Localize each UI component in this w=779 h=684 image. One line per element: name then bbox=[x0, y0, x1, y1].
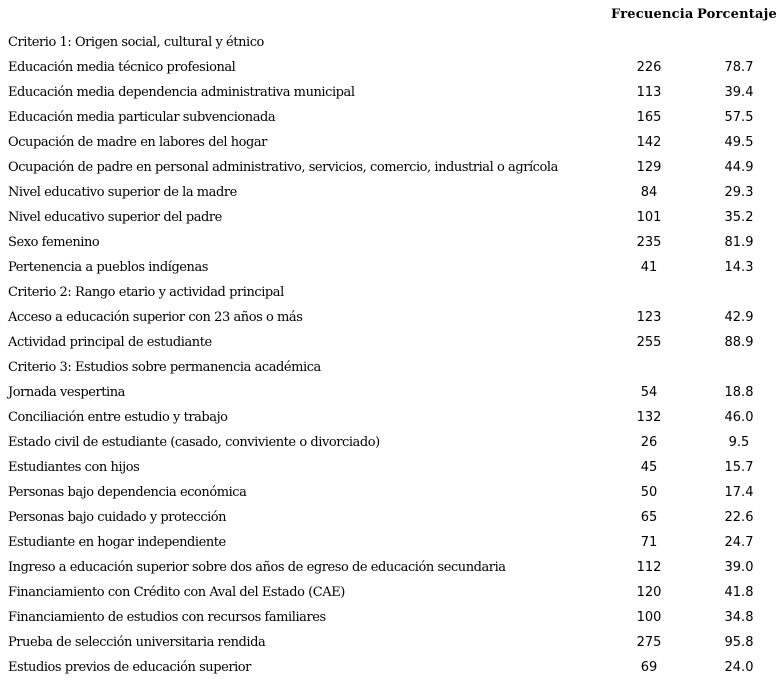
row-percentage: 18.8 bbox=[724, 385, 754, 400]
row-frequency: 112 bbox=[636, 560, 662, 575]
row-frequency: 26 bbox=[640, 435, 658, 450]
row-percentage: 17.4 bbox=[724, 485, 754, 500]
row-label: Educación media dependencia administrativa municipal bbox=[8, 85, 355, 100]
table-row bbox=[0, 234, 779, 259]
section-row bbox=[0, 34, 779, 59]
table-row bbox=[0, 659, 779, 684]
row-label: Personas bajo dependencia económica bbox=[8, 485, 247, 500]
row-label: Educación media técnico profesional bbox=[8, 60, 236, 75]
row-frequency: 54 bbox=[640, 385, 658, 400]
header-frequency: Frecuencia bbox=[611, 7, 694, 22]
table-row bbox=[0, 559, 779, 584]
table-row bbox=[0, 59, 779, 84]
row-frequency: 165 bbox=[636, 110, 662, 125]
row-percentage: 78.7 bbox=[724, 60, 754, 75]
row-frequency: 120 bbox=[636, 585, 662, 600]
row-percentage: 39.0 bbox=[724, 560, 754, 575]
table-row bbox=[0, 209, 779, 234]
row-label: Sexo femenino bbox=[8, 235, 100, 250]
row-label: Actividad principal de estudiante bbox=[8, 335, 212, 350]
row-frequency: 50 bbox=[640, 485, 658, 500]
row-percentage: 42.9 bbox=[724, 310, 754, 325]
row-percentage: 88.9 bbox=[724, 335, 754, 350]
row-frequency: 69 bbox=[640, 660, 658, 675]
section-row bbox=[0, 284, 779, 309]
table-row bbox=[0, 384, 779, 409]
row-percentage: 41.8 bbox=[724, 585, 754, 600]
row-label: Nivel educativo superior de la madre bbox=[8, 185, 237, 200]
row-label: Estudiantes con hijos bbox=[8, 460, 140, 475]
row-frequency: 275 bbox=[636, 635, 662, 650]
row-label: Estudios previos de educación superior bbox=[8, 660, 251, 675]
row-frequency: 100 bbox=[636, 610, 662, 625]
row-label: Prueba de selección universitaria rendida bbox=[8, 635, 266, 650]
row-percentage: 39.4 bbox=[724, 85, 754, 100]
row-label: Pertenencia a pueblos indígenas bbox=[8, 260, 208, 275]
table-row bbox=[0, 84, 779, 109]
row-label: Nivel educativo superior del padre bbox=[8, 210, 222, 225]
row-percentage: 24.0 bbox=[724, 660, 754, 675]
row-percentage: 35.2 bbox=[724, 210, 754, 225]
row-label: Ocupación de padre en personal administrativo, servicios, comercio, industrial o agrícola bbox=[8, 160, 558, 175]
row-frequency: 132 bbox=[636, 410, 662, 425]
row-label: Criterio 2: Rango etario y actividad principal bbox=[8, 285, 284, 300]
row-frequency: 65 bbox=[640, 510, 658, 525]
row-percentage: 9.5 bbox=[728, 435, 750, 450]
row-frequency: 101 bbox=[636, 210, 662, 225]
table-row bbox=[0, 509, 779, 534]
table-header bbox=[0, 7, 779, 27]
table-row bbox=[0, 484, 779, 509]
row-percentage: 49.5 bbox=[724, 135, 754, 150]
row-percentage: 15.7 bbox=[724, 460, 754, 475]
row-frequency: 255 bbox=[636, 335, 662, 350]
row-label: Estudiante en hogar independiente bbox=[8, 535, 226, 550]
table-row bbox=[0, 409, 779, 434]
table-row bbox=[0, 259, 779, 284]
row-frequency: 113 bbox=[636, 85, 662, 100]
table-row bbox=[0, 434, 779, 459]
row-percentage: 34.8 bbox=[724, 610, 754, 625]
table-row bbox=[0, 309, 779, 334]
row-frequency: 71 bbox=[640, 535, 658, 550]
table-row bbox=[0, 584, 779, 609]
table-row bbox=[0, 159, 779, 184]
row-label: Criterio 1: Origen social, cultural y étnico bbox=[8, 35, 264, 50]
row-label: Educación media particular subvencionada bbox=[8, 110, 276, 125]
row-percentage: 29.3 bbox=[724, 185, 754, 200]
row-frequency: 45 bbox=[640, 460, 658, 475]
row-label: Financiamiento de estudios con recursos familiares bbox=[8, 610, 326, 625]
table-row bbox=[0, 134, 779, 159]
row-percentage: 22.6 bbox=[724, 510, 754, 525]
row-frequency: 84 bbox=[640, 185, 658, 200]
row-frequency: 235 bbox=[636, 235, 662, 250]
row-label: Personas bajo cuidado y protección bbox=[8, 510, 227, 525]
table-row bbox=[0, 609, 779, 634]
row-percentage: 95.8 bbox=[724, 635, 754, 650]
row-label: Criterio 3: Estudios sobre permanencia académica bbox=[8, 360, 321, 375]
row-frequency: 41 bbox=[640, 260, 658, 275]
header-percentage: Porcentaje bbox=[697, 7, 777, 22]
row-label: Ingreso a educación superior sobre dos años de egreso de educación secundaria bbox=[8, 560, 506, 575]
row-label: Estado civil de estudiante (casado, conviviente o divorciado) bbox=[8, 435, 380, 450]
row-frequency: 226 bbox=[636, 60, 662, 75]
table-row bbox=[0, 109, 779, 134]
section-row bbox=[0, 359, 779, 384]
row-percentage: 24.7 bbox=[724, 535, 754, 550]
row-label: Acceso a educación superior con 23 años o más bbox=[8, 310, 303, 325]
row-label: Jornada vespertina bbox=[8, 385, 125, 400]
table-row bbox=[0, 534, 779, 559]
row-percentage: 57.5 bbox=[724, 110, 754, 125]
row-percentage: 46.0 bbox=[724, 410, 754, 425]
row-label: Ocupación de madre en labores del hogar bbox=[8, 135, 267, 150]
table-row bbox=[0, 184, 779, 209]
row-label: Financiamiento con Crédito con Aval del Estado (CAE) bbox=[8, 585, 345, 600]
row-percentage: 81.9 bbox=[724, 235, 754, 250]
row-percentage: 44.9 bbox=[724, 160, 754, 175]
table-row bbox=[0, 459, 779, 484]
row-frequency: 142 bbox=[636, 135, 662, 150]
row-frequency: 123 bbox=[636, 310, 662, 325]
table-row bbox=[0, 634, 779, 659]
table-row bbox=[0, 334, 779, 359]
row-label: Conciliación entre estudio y trabajo bbox=[8, 410, 228, 425]
row-percentage: 14.3 bbox=[724, 260, 754, 275]
row-frequency: 129 bbox=[636, 160, 662, 175]
